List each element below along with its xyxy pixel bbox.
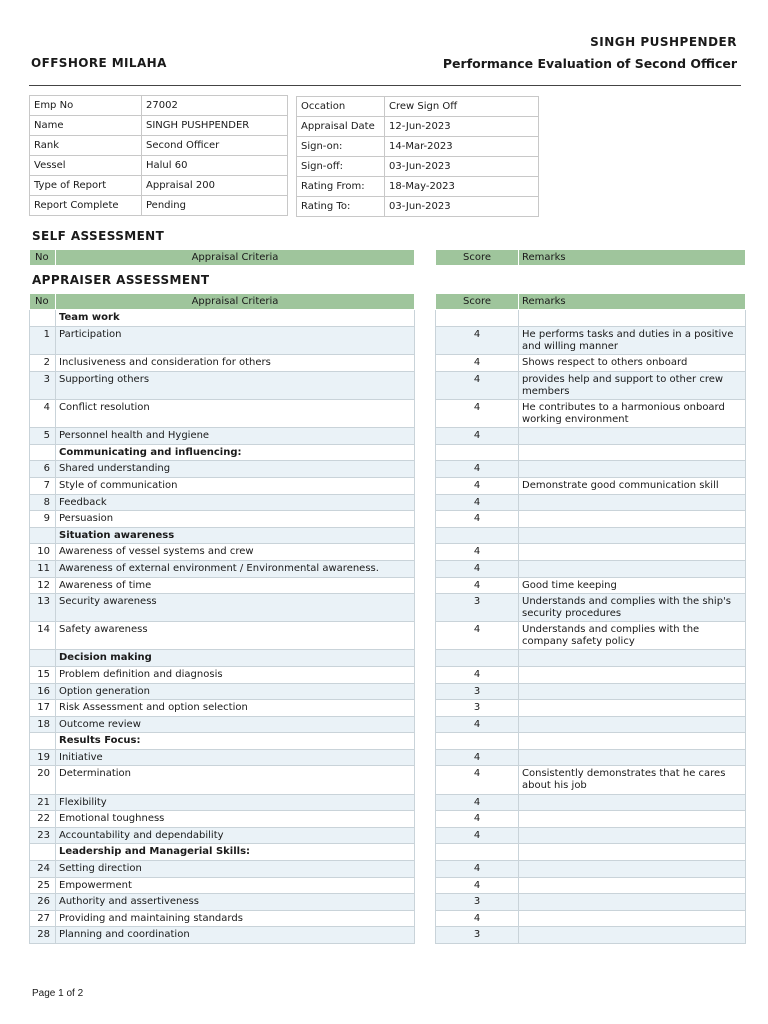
criteria-label: Option generation — [56, 684, 415, 700]
row-number: 20 — [30, 766, 56, 795]
row-number: 23 — [30, 828, 56, 844]
table-row — [30, 795, 415, 811]
table-row — [436, 478, 746, 495]
group-heading: Team work — [56, 310, 415, 327]
criteria-label: Safety awareness — [56, 622, 415, 650]
score-value — [436, 310, 519, 327]
column-header-score: Score — [436, 294, 519, 310]
remarks-text — [519, 878, 746, 894]
criteria-label: Supporting others — [56, 372, 415, 400]
score-value: 4 — [436, 372, 519, 400]
info-label: Name — [30, 116, 142, 136]
info-row — [297, 197, 539, 217]
remarks-text — [519, 310, 746, 327]
criteria-label: Conflict resolution — [56, 400, 415, 428]
table-row — [30, 733, 415, 750]
row-number: 22 — [30, 811, 56, 828]
column-header-no: No — [30, 250, 56, 266]
row-number: 26 — [30, 894, 56, 911]
score-value: 3 — [436, 894, 519, 911]
row-number — [30, 310, 56, 327]
row-number: 25 — [30, 878, 56, 894]
score-value — [436, 650, 519, 667]
table-row — [436, 428, 746, 445]
self-assessment-title: SELF ASSESSMENT — [32, 229, 165, 243]
row-number — [30, 650, 56, 667]
info-label: Sign-off: — [297, 157, 385, 177]
remarks-text — [519, 445, 746, 461]
employee-name-header: SINGH PUSHPENDER — [590, 35, 737, 49]
criteria-label: Problem definition and diagnosis — [56, 667, 415, 684]
score-value: 4 — [436, 622, 519, 650]
table-row — [436, 561, 746, 578]
group-heading: Communicating and influencing: — [56, 445, 415, 461]
info-row — [30, 116, 288, 136]
score-value: 4 — [436, 478, 519, 495]
score-value: 3 — [436, 594, 519, 622]
score-value: 4 — [436, 327, 519, 355]
table-row — [30, 400, 415, 428]
score-value — [436, 528, 519, 544]
criteria-label: Accountability and dependability — [56, 828, 415, 844]
criteria-label: Awareness of external environment / Environmental awareness. — [56, 561, 415, 578]
table-row — [436, 544, 746, 561]
criteria-label: Awareness of time — [56, 578, 415, 594]
row-number — [30, 445, 56, 461]
criteria-label: Awareness of vessel systems and crew — [56, 544, 415, 561]
criteria-label: Persuasion — [56, 511, 415, 528]
remarks-text: provides help and support to other crew members — [519, 372, 746, 400]
table-row — [30, 428, 415, 445]
appraisal-info-table — [296, 96, 539, 217]
remarks-text — [519, 495, 746, 511]
criteria-label: Providing and maintaining standards — [56, 911, 415, 927]
table-row — [30, 445, 415, 461]
info-label: Type of Report — [30, 176, 142, 196]
table-row — [436, 650, 746, 667]
table-row — [30, 911, 415, 927]
info-label: Rating To: — [297, 197, 385, 217]
table-row — [436, 717, 746, 733]
score-value: 4 — [436, 750, 519, 766]
score-value: 3 — [436, 700, 519, 717]
table-row — [30, 310, 415, 327]
table-row — [30, 594, 415, 622]
score-value: 4 — [436, 828, 519, 844]
table-row — [436, 594, 746, 622]
appraiser-criteria-table — [29, 293, 415, 944]
criteria-label: Security awareness — [56, 594, 415, 622]
header-divider — [29, 85, 741, 86]
remarks-text — [519, 828, 746, 844]
row-number: 13 — [30, 594, 56, 622]
score-value: 4 — [436, 511, 519, 528]
table-row — [30, 544, 415, 561]
row-number: 21 — [30, 795, 56, 811]
remarks-text: He performs tasks and duties in a positive and willing manner — [519, 327, 746, 355]
remarks-text — [519, 561, 746, 578]
remarks-text: Shows respect to others onboard — [519, 355, 746, 372]
criteria-label: Empowerment — [56, 878, 415, 894]
criteria-label: Risk Assessment and option selection — [56, 700, 415, 717]
table-row — [436, 894, 746, 911]
remarks-text — [519, 844, 746, 861]
table-row — [30, 750, 415, 766]
remarks-text — [519, 750, 746, 766]
table-row — [436, 766, 746, 795]
info-label: Sign-on: — [297, 137, 385, 157]
company-name: OFFSHORE MILAHA — [31, 56, 167, 70]
score-value: 4 — [436, 578, 519, 594]
info-row — [30, 156, 288, 176]
score-value: 4 — [436, 428, 519, 445]
table-row — [30, 894, 415, 911]
score-value: 4 — [436, 400, 519, 428]
info-row — [297, 117, 539, 137]
info-value: Pending — [142, 196, 288, 216]
document-title: Performance Evaluation of Second Officer — [442, 56, 737, 71]
remarks-text — [519, 461, 746, 478]
row-number: 19 — [30, 750, 56, 766]
row-number — [30, 844, 56, 861]
column-header-remarks: Remarks — [519, 250, 746, 266]
criteria-label: Participation — [56, 327, 415, 355]
score-value — [436, 733, 519, 750]
table-row — [30, 927, 415, 944]
info-value: 14-Mar-2023 — [385, 137, 539, 157]
table-row — [436, 811, 746, 828]
info-value: Halul 60 — [142, 156, 288, 176]
table-row — [30, 561, 415, 578]
column-header-no: No — [30, 294, 56, 310]
table-row — [30, 511, 415, 528]
criteria-label: Planning and coordination — [56, 927, 415, 944]
table-row — [436, 372, 746, 400]
table-row — [30, 844, 415, 861]
criteria-label: Setting direction — [56, 861, 415, 878]
table-row — [436, 911, 746, 927]
criteria-label: Personnel health and Hygiene — [56, 428, 415, 445]
row-number: 15 — [30, 667, 56, 684]
remarks-text — [519, 528, 746, 544]
table-row — [436, 445, 746, 461]
row-number: 7 — [30, 478, 56, 495]
table-row — [30, 684, 415, 700]
info-value: SINGH PUSHPENDER — [142, 116, 288, 136]
info-label: Occation — [297, 97, 385, 117]
criteria-label: Initiative — [56, 750, 415, 766]
remarks-text: Demonstrate good communication skill — [519, 478, 746, 495]
score-value: 4 — [436, 911, 519, 927]
info-row — [30, 176, 288, 196]
info-row — [30, 136, 288, 156]
info-label: Report Complete — [30, 196, 142, 216]
info-row — [297, 157, 539, 177]
score-value — [436, 844, 519, 861]
table-row — [436, 578, 746, 594]
info-value: 18-May-2023 — [385, 177, 539, 197]
table-row — [30, 461, 415, 478]
column-header-criteria: Appraisal Criteria — [56, 294, 415, 310]
table-row — [30, 717, 415, 733]
row-number: 12 — [30, 578, 56, 594]
row-number: 2 — [30, 355, 56, 372]
employee-info-table — [29, 95, 288, 216]
remarks-text — [519, 684, 746, 700]
table-row — [30, 372, 415, 400]
table-row — [30, 667, 415, 684]
info-value: 12-Jun-2023 — [385, 117, 539, 137]
criteria-label: Shared understanding — [56, 461, 415, 478]
table-row — [436, 828, 746, 844]
table-row — [30, 650, 415, 667]
table-row — [30, 811, 415, 828]
table-row — [436, 750, 746, 766]
score-value: 4 — [436, 495, 519, 511]
table-row — [30, 495, 415, 511]
score-value: 3 — [436, 927, 519, 944]
info-value: 27002 — [142, 96, 288, 116]
score-value: 3 — [436, 684, 519, 700]
self-assessment-criteria-table — [29, 249, 415, 266]
score-value: 4 — [436, 795, 519, 811]
table-row — [30, 528, 415, 544]
table-row — [30, 622, 415, 650]
info-value: Appraisal 200 — [142, 176, 288, 196]
score-value: 4 — [436, 861, 519, 878]
row-number: 8 — [30, 495, 56, 511]
table-row — [30, 700, 415, 717]
remarks-text — [519, 795, 746, 811]
remarks-text: Consistently demonstrates that he cares about his job — [519, 766, 746, 795]
table-row — [436, 310, 746, 327]
info-label: Vessel — [30, 156, 142, 176]
score-value: 4 — [436, 878, 519, 894]
group-heading: Leadership and Managerial Skills: — [56, 844, 415, 861]
table-row — [436, 927, 746, 944]
group-heading: Situation awareness — [56, 528, 415, 544]
row-number: 16 — [30, 684, 56, 700]
info-value: 03-Jun-2023 — [385, 197, 539, 217]
info-label: Rank — [30, 136, 142, 156]
remarks-text: Good time keeping — [519, 578, 746, 594]
info-row — [30, 96, 288, 116]
row-number: 1 — [30, 327, 56, 355]
remarks-text — [519, 733, 746, 750]
remarks-text — [519, 911, 746, 927]
appraiser-score-table — [435, 293, 746, 944]
table-row — [436, 844, 746, 861]
row-number: 10 — [30, 544, 56, 561]
remarks-text: Understands and complies with the company safety policy — [519, 622, 746, 650]
remarks-text — [519, 544, 746, 561]
table-row — [30, 878, 415, 894]
criteria-label: Inclusiveness and consideration for others — [56, 355, 415, 372]
column-header-remarks: Remarks — [519, 294, 746, 310]
table-row — [436, 355, 746, 372]
criteria-label: Style of communication — [56, 478, 415, 495]
row-number: 17 — [30, 700, 56, 717]
score-value: 4 — [436, 461, 519, 478]
column-header-criteria: Appraisal Criteria — [56, 250, 415, 266]
table-row — [436, 684, 746, 700]
row-number: 18 — [30, 717, 56, 733]
table-row — [436, 861, 746, 878]
info-label: Emp No — [30, 96, 142, 116]
table-row — [30, 355, 415, 372]
row-number: 28 — [30, 927, 56, 944]
row-number: 6 — [30, 461, 56, 478]
remarks-text — [519, 927, 746, 944]
row-number: 5 — [30, 428, 56, 445]
criteria-label: Authority and assertiveness — [56, 894, 415, 911]
info-row — [297, 177, 539, 197]
remarks-text: He contributes to a harmonious onboard working environment — [519, 400, 746, 428]
table-row — [436, 700, 746, 717]
row-number: 4 — [30, 400, 56, 428]
remarks-text — [519, 717, 746, 733]
table-row — [436, 327, 746, 355]
row-number — [30, 733, 56, 750]
score-value: 4 — [436, 561, 519, 578]
score-value: 4 — [436, 544, 519, 561]
group-heading: Decision making — [56, 650, 415, 667]
table-row — [30, 578, 415, 594]
table-row — [30, 327, 415, 355]
group-heading: Results Focus: — [56, 733, 415, 750]
criteria-label: Outcome review — [56, 717, 415, 733]
row-number: 27 — [30, 911, 56, 927]
info-row — [30, 196, 288, 216]
row-number: 14 — [30, 622, 56, 650]
row-number: 24 — [30, 861, 56, 878]
table-row — [436, 667, 746, 684]
score-value: 4 — [436, 766, 519, 795]
row-number — [30, 528, 56, 544]
score-value — [436, 445, 519, 461]
row-number: 3 — [30, 372, 56, 400]
remarks-text — [519, 700, 746, 717]
score-value: 4 — [436, 811, 519, 828]
criteria-label: Feedback — [56, 495, 415, 511]
table-row — [436, 795, 746, 811]
criteria-label: Emotional toughness — [56, 811, 415, 828]
row-number: 9 — [30, 511, 56, 528]
info-value: Crew Sign Off — [385, 97, 539, 117]
criteria-label: Flexibility — [56, 795, 415, 811]
table-row — [30, 766, 415, 795]
table-row — [436, 528, 746, 544]
info-label: Rating From: — [297, 177, 385, 197]
remarks-text — [519, 428, 746, 445]
info-value: 03-Jun-2023 — [385, 157, 539, 177]
score-value: 4 — [436, 667, 519, 684]
info-row — [297, 97, 539, 117]
table-row — [436, 622, 746, 650]
appraiser-assessment-title: APPRAISER ASSESSMENT — [32, 273, 210, 287]
column-header-score: Score — [436, 250, 519, 266]
remarks-text — [519, 811, 746, 828]
score-value: 4 — [436, 717, 519, 733]
table-row — [436, 461, 746, 478]
remarks-text — [519, 511, 746, 528]
criteria-label: Determination — [56, 766, 415, 795]
remarks-text — [519, 667, 746, 684]
info-value: Second Officer — [142, 136, 288, 156]
remarks-text — [519, 650, 746, 667]
info-label: Appraisal Date — [297, 117, 385, 137]
table-row — [30, 478, 415, 495]
info-row — [297, 137, 539, 157]
table-row — [436, 400, 746, 428]
remarks-text — [519, 894, 746, 911]
table-row — [30, 861, 415, 878]
score-value: 4 — [436, 355, 519, 372]
table-row — [30, 828, 415, 844]
table-row — [436, 495, 746, 511]
table-row — [436, 511, 746, 528]
self-assessment-score-table — [435, 249, 746, 266]
table-row — [436, 733, 746, 750]
table-row — [436, 878, 746, 894]
remarks-text: Understands and complies with the ship's security procedures — [519, 594, 746, 622]
page-number: Page 1 of 2 — [32, 988, 84, 999]
remarks-text — [519, 861, 746, 878]
row-number: 11 — [30, 561, 56, 578]
